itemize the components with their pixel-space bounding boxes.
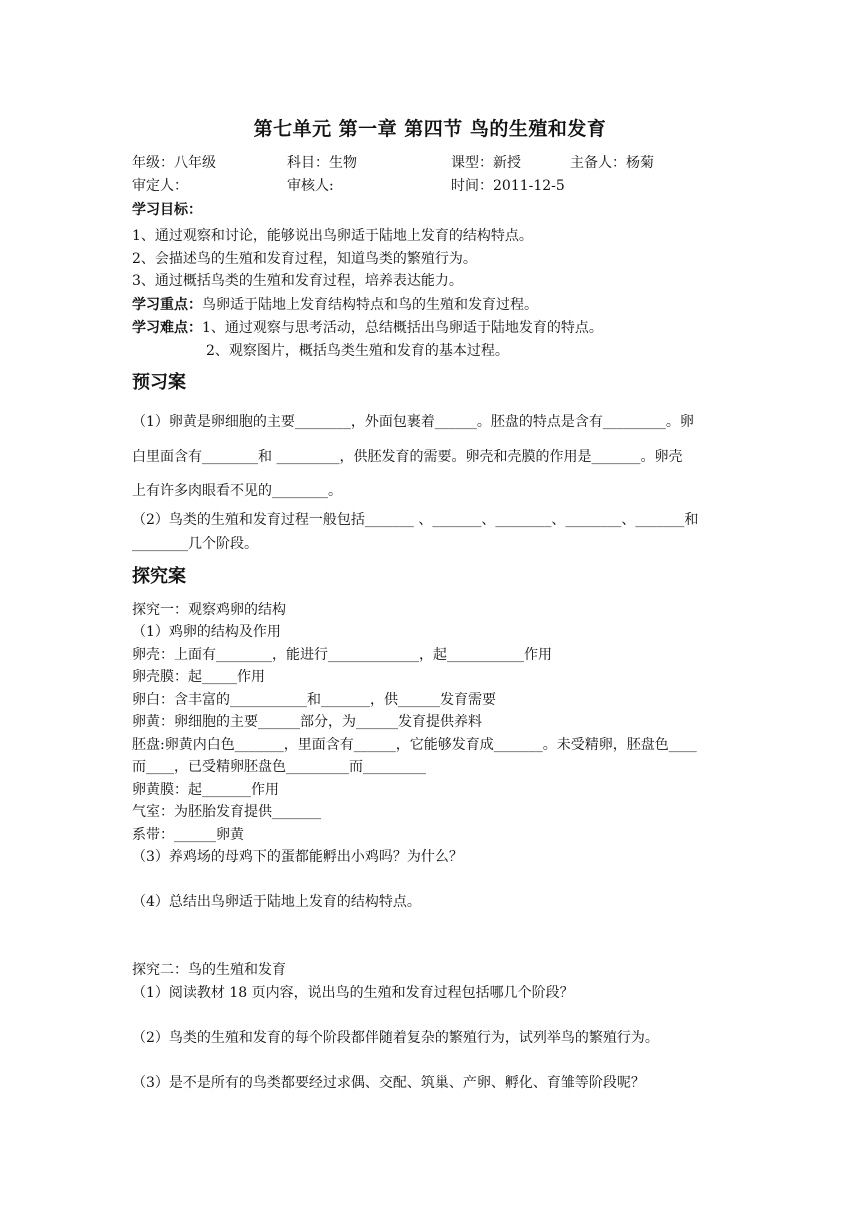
meta-preparer: 主备人：杨菊 — [570, 155, 654, 171]
explore-line: 系带：______卵黄 — [132, 827, 244, 843]
meta-reviewer: 审核人: — [287, 178, 334, 194]
preview-line: ________几个阶段。 — [132, 536, 258, 552]
goals-label: 学习目标： — [132, 202, 202, 218]
difficulty-text: 1、通过观察与思考活动，总结概括出鸟卵适于陆地发育的特点。 — [202, 320, 603, 336]
preview-line: （2）鸟类的生殖和发育过程一般包括_______ 、_______、________、________、_______和 — [132, 512, 699, 528]
difficulty-text: 2、观察图片，概括鸟类生殖和发育的基本过程。 — [206, 343, 509, 359]
key-point-text: 鸟卵适于陆地上发育结构特点和鸟的生殖和发育过程。 — [202, 297, 538, 313]
difficulty-label: 学习难点： — [132, 320, 202, 336]
explore-line: 卵壳：上面有________，能进行_____________，起___________作用 — [132, 647, 552, 663]
explore-line: （4）总结出鸟卵适于陆地上发育的结构特点。 — [132, 894, 421, 910]
explore-line: 卵黄膜：起_______作用 — [132, 782, 279, 798]
explore-line: 探究二：鸟的生殖和发育 — [132, 962, 286, 978]
explore-line: 卵黄：卵细胞的主要______部分，为______发育提供养料 — [132, 714, 482, 730]
meta-approver: 审定人： — [132, 178, 188, 194]
goal-item: 2、会描述鸟的生殖和发育过程，知道鸟类的繁殖行为。 — [132, 251, 477, 267]
explore-heading: 探究案 — [132, 566, 186, 587]
meta-subject: 科目：生物 — [287, 155, 357, 171]
explore-line: 胚盘:卵黄内白色_______，里面含有______，它能够发育成_______。未受精卵，胚盘色____ — [132, 737, 697, 753]
explore-line: 气室：为胚胎发育提供_______ — [132, 804, 321, 820]
explore-line: （2）鸟类的生殖和发育的每个阶段都伴随着复杂的繁殖行为，试列举鸟的繁殖行为。 — [132, 1030, 659, 1046]
preview-line: 白里面含有________和 _________，供胚发育的需要。卵壳和壳膜的作用是_______。卵壳 — [132, 449, 683, 465]
meta-time: 时间：2011-12-5 — [451, 178, 565, 194]
page-title: 第七单元 第一章 第四节 鸟的生殖和发育 — [253, 118, 607, 140]
explore-line: （3）养鸡场的母鸡下的蛋都能孵出小鸡吗？为什么？ — [132, 849, 463, 865]
explore-line: （3）是不是所有的鸟类都要经过求偶、交配、筑巢、产卵、孵化、育雏等阶段呢？ — [132, 1075, 645, 1091]
preview-line: 上有许多肉眼看不见的________。 — [132, 483, 342, 499]
goal-item: 1、通过观察和讨论，能够说出鸟卵适于陆地上发育的结构特点。 — [132, 228, 533, 244]
explore-line: 探究一：观察鸡卵的结构 — [132, 602, 286, 618]
difficulty-line — [132, 319, 603, 337]
meta-type: 课型：新授 — [451, 155, 521, 171]
key-point-label: 学习重点： — [132, 297, 202, 313]
explore-line: （1）阅读教材 18 页内容，说出鸟的生殖和发育过程包括哪几个阶段？ — [132, 985, 574, 1001]
explore-line: 卵壳膜：起_____作用 — [132, 669, 265, 685]
explore-line: 而____，已受精卵胚盘色_________而_________ — [132, 759, 426, 775]
goal-item: 3、通过概括鸟类的生殖和发育过程，培养表达能力。 — [132, 273, 463, 289]
key-point-line — [132, 296, 538, 314]
preview-line: （1）卵黄是卵细胞的主要________，外面包裹着______。胚盘的特点是含有_________。卵 — [132, 414, 694, 430]
preview-heading: 预习案 — [132, 372, 186, 393]
explore-line: 卵白：含丰富的___________和_______，供______发育需要 — [132, 692, 496, 708]
explore-line: （1）鸡卵的结构及作用 — [132, 624, 281, 640]
meta-grade: 年级：八年级 — [132, 155, 216, 171]
